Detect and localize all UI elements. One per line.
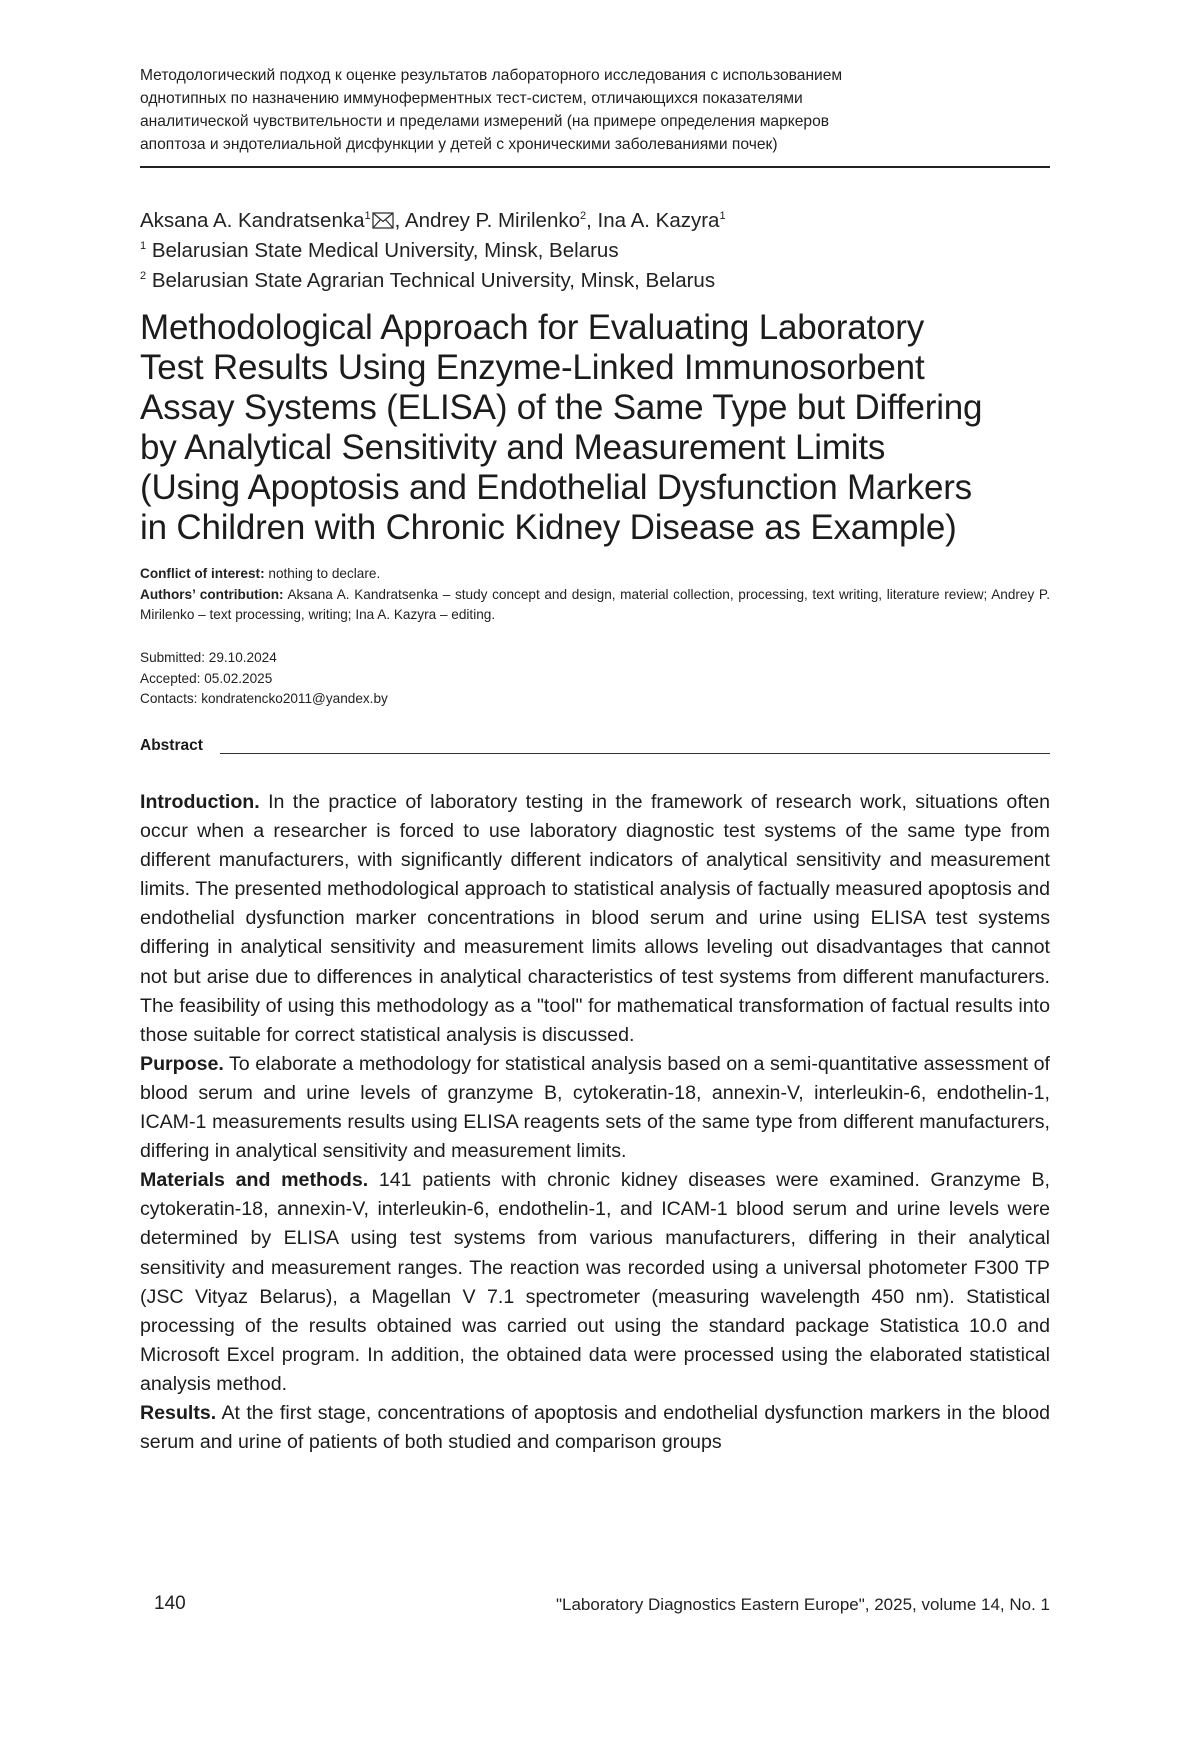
affiliation-text: Belarusian State Agrarian Technical University, Minsk, Belarus <box>146 269 715 292</box>
title-line: in Children with Chronic Kidney Disease as Example) <box>140 508 1050 548</box>
running-header-line: апоптоза и эндотелиальной дисфункции у детей с хроническими заболеваниями почек) <box>140 133 1050 156</box>
title-line: (Using Apoptosis and Endothelial Dysfunction Markers <box>140 468 1050 508</box>
affiliation-2 <box>140 266 1050 296</box>
page-number: 140 <box>154 1593 186 1615</box>
article-title <box>140 308 1050 548</box>
affiliation-marker: 1 <box>719 210 725 222</box>
running-header-line: Методологический подход к оценке результатов лабораторного исследования с использованием <box>140 64 1050 87</box>
abstract-introduction <box>140 788 1050 1050</box>
running-header <box>140 64 1050 156</box>
affiliation-marker: 2 <box>140 270 146 282</box>
submitted-date: Submitted: 29.10.2024 <box>140 648 388 669</box>
section-label: Introduction. <box>140 791 260 813</box>
author-name: , Ina A. Kazyra <box>586 209 719 232</box>
running-header-line: аналитической чувствительности и пределами измерений (на примере определения маркеров <box>140 110 1050 133</box>
header-divider <box>140 166 1050 168</box>
title-line: Test Results Using Enzyme-Linked Immunosorbent <box>140 348 1050 388</box>
abstract-purpose <box>140 1050 1050 1166</box>
article-dates <box>140 648 388 710</box>
section-text: In the practice of laboratory testing in the framework of research work, situations often occur when a researcher is forced to use laboratory diagnostic test systems of the same type from different manufacturers, with significantly different indicators of analytical sensitivity and measurement limits. The presented methodological approach to statistical analysis of factually measured apoptosis and endothelial dysfunction marker concentrations in blood serum and urine using ELISA test systems differing in analytical sensitivity and measurement limits allows leveling out disadvantages that cannot not but arise due to differences in analytical characteristics of test systems from different manufacturers. The feasibility of using this methodology as a "tool" for mathematical transformation of factual results into those suitable for correct statistical analysis is discussed. <box>140 791 1050 1046</box>
author-name: Aksana A. Kandratsenka <box>140 209 365 232</box>
section-label: Results. <box>140 1402 216 1424</box>
abstract-body <box>140 788 1050 1457</box>
abstract-methods <box>140 1166 1050 1399</box>
journal-citation: "Laboratory Diagnostics Eastern Europe", 2025, volume 14, No. 1 <box>556 1595 1050 1615</box>
conflict-label: Conflict of interest: <box>140 566 265 581</box>
section-text: At the first stage, concentrations of apoptosis and endothelial dysfunction markers in the blood serum and urine of patients of both studied and comparison groups <box>140 1402 1050 1453</box>
article-meta <box>140 564 1050 626</box>
section-text: To elaborate a methodology for statistical analysis based on a semi-quantitative assessment of blood serum and urine levels of granzyme B, cytokeratin-18, annexin-V, interleukin-6, endothelin-1, ICAM-1 measurements results using ELISA reagents sets of the same type from different manufacturers, differing in analytical sensitivity and measurement limits. <box>140 1053 1050 1162</box>
page-footer <box>140 1593 1050 1623</box>
section-text: 141 patients with chronic kidney diseases were examined. Granzyme B, cytokeratin-18, annexin-V, interleukin-6, endothelin-1, and ICAM-1 blood serum and urine levels were determined by ELISA using test systems from various manufacturers, differing in their analytical sensitivity and measurement ranges. The reaction was recorded using a universal photometer F300 TP (JSC Vityaz Belarus), a Magellan V 7.1 spectrometer (measuring wavelength 450 nm). Statistical processing of the results obtained was carried out using the standard package Statistica 10.0 and Microsoft Excel program. In addition, the obtained data were processed using the elaborated statistical analysis method. <box>140 1169 1050 1395</box>
abstract-results <box>140 1399 1050 1457</box>
author-list <box>140 206 1050 236</box>
contribution-label: Authors’ contribution: <box>140 587 284 602</box>
abstract-heading <box>140 736 1050 756</box>
title-line: Methodological Approach for Evaluating Laboratory <box>140 308 1050 348</box>
affiliation-marker: 1 <box>365 210 371 222</box>
affiliation-1 <box>140 236 1050 266</box>
author-name: , Andrey P. Mirilenko <box>395 209 580 232</box>
mail-icon[interactable] <box>372 212 394 229</box>
affiliation-marker: 1 <box>140 240 146 252</box>
affiliation-text: Belarusian State Medical University, Minsk, Belarus <box>146 239 618 262</box>
accepted-date: Accepted: 05.02.2025 <box>140 669 388 690</box>
abstract-label: Abstract <box>140 736 205 756</box>
running-header-line: однотипных по назначению иммуноферментных тест-систем, отличающихся показателями <box>140 87 1050 110</box>
conflict-of-interest <box>140 564 1050 585</box>
title-line: Assay Systems (ELISA) of the Same Type but Differing <box>140 388 1050 428</box>
contribution-text: Aksana A. Kandratsenka – study concept and design, material collection, processing, text writing, literature review; Andrey P. Mirilenko – text processing, writing; Ina A. Kazyra – editing. <box>140 587 1050 623</box>
affiliation-marker: 2 <box>580 210 586 222</box>
contact-email[interactable]: Contacts: kondratencko2011@yandex.by <box>140 689 388 710</box>
author-block <box>140 206 1050 296</box>
paper-page <box>140 0 1050 1764</box>
authors-contribution <box>140 585 1050 626</box>
section-label: Materials and methods. <box>140 1169 368 1191</box>
abstract-rule <box>220 753 1050 754</box>
section-label: Purpose. <box>140 1053 224 1075</box>
conflict-text: nothing to declare. <box>265 566 381 581</box>
title-line: by Analytical Sensitivity and Measurement Limits <box>140 428 1050 468</box>
